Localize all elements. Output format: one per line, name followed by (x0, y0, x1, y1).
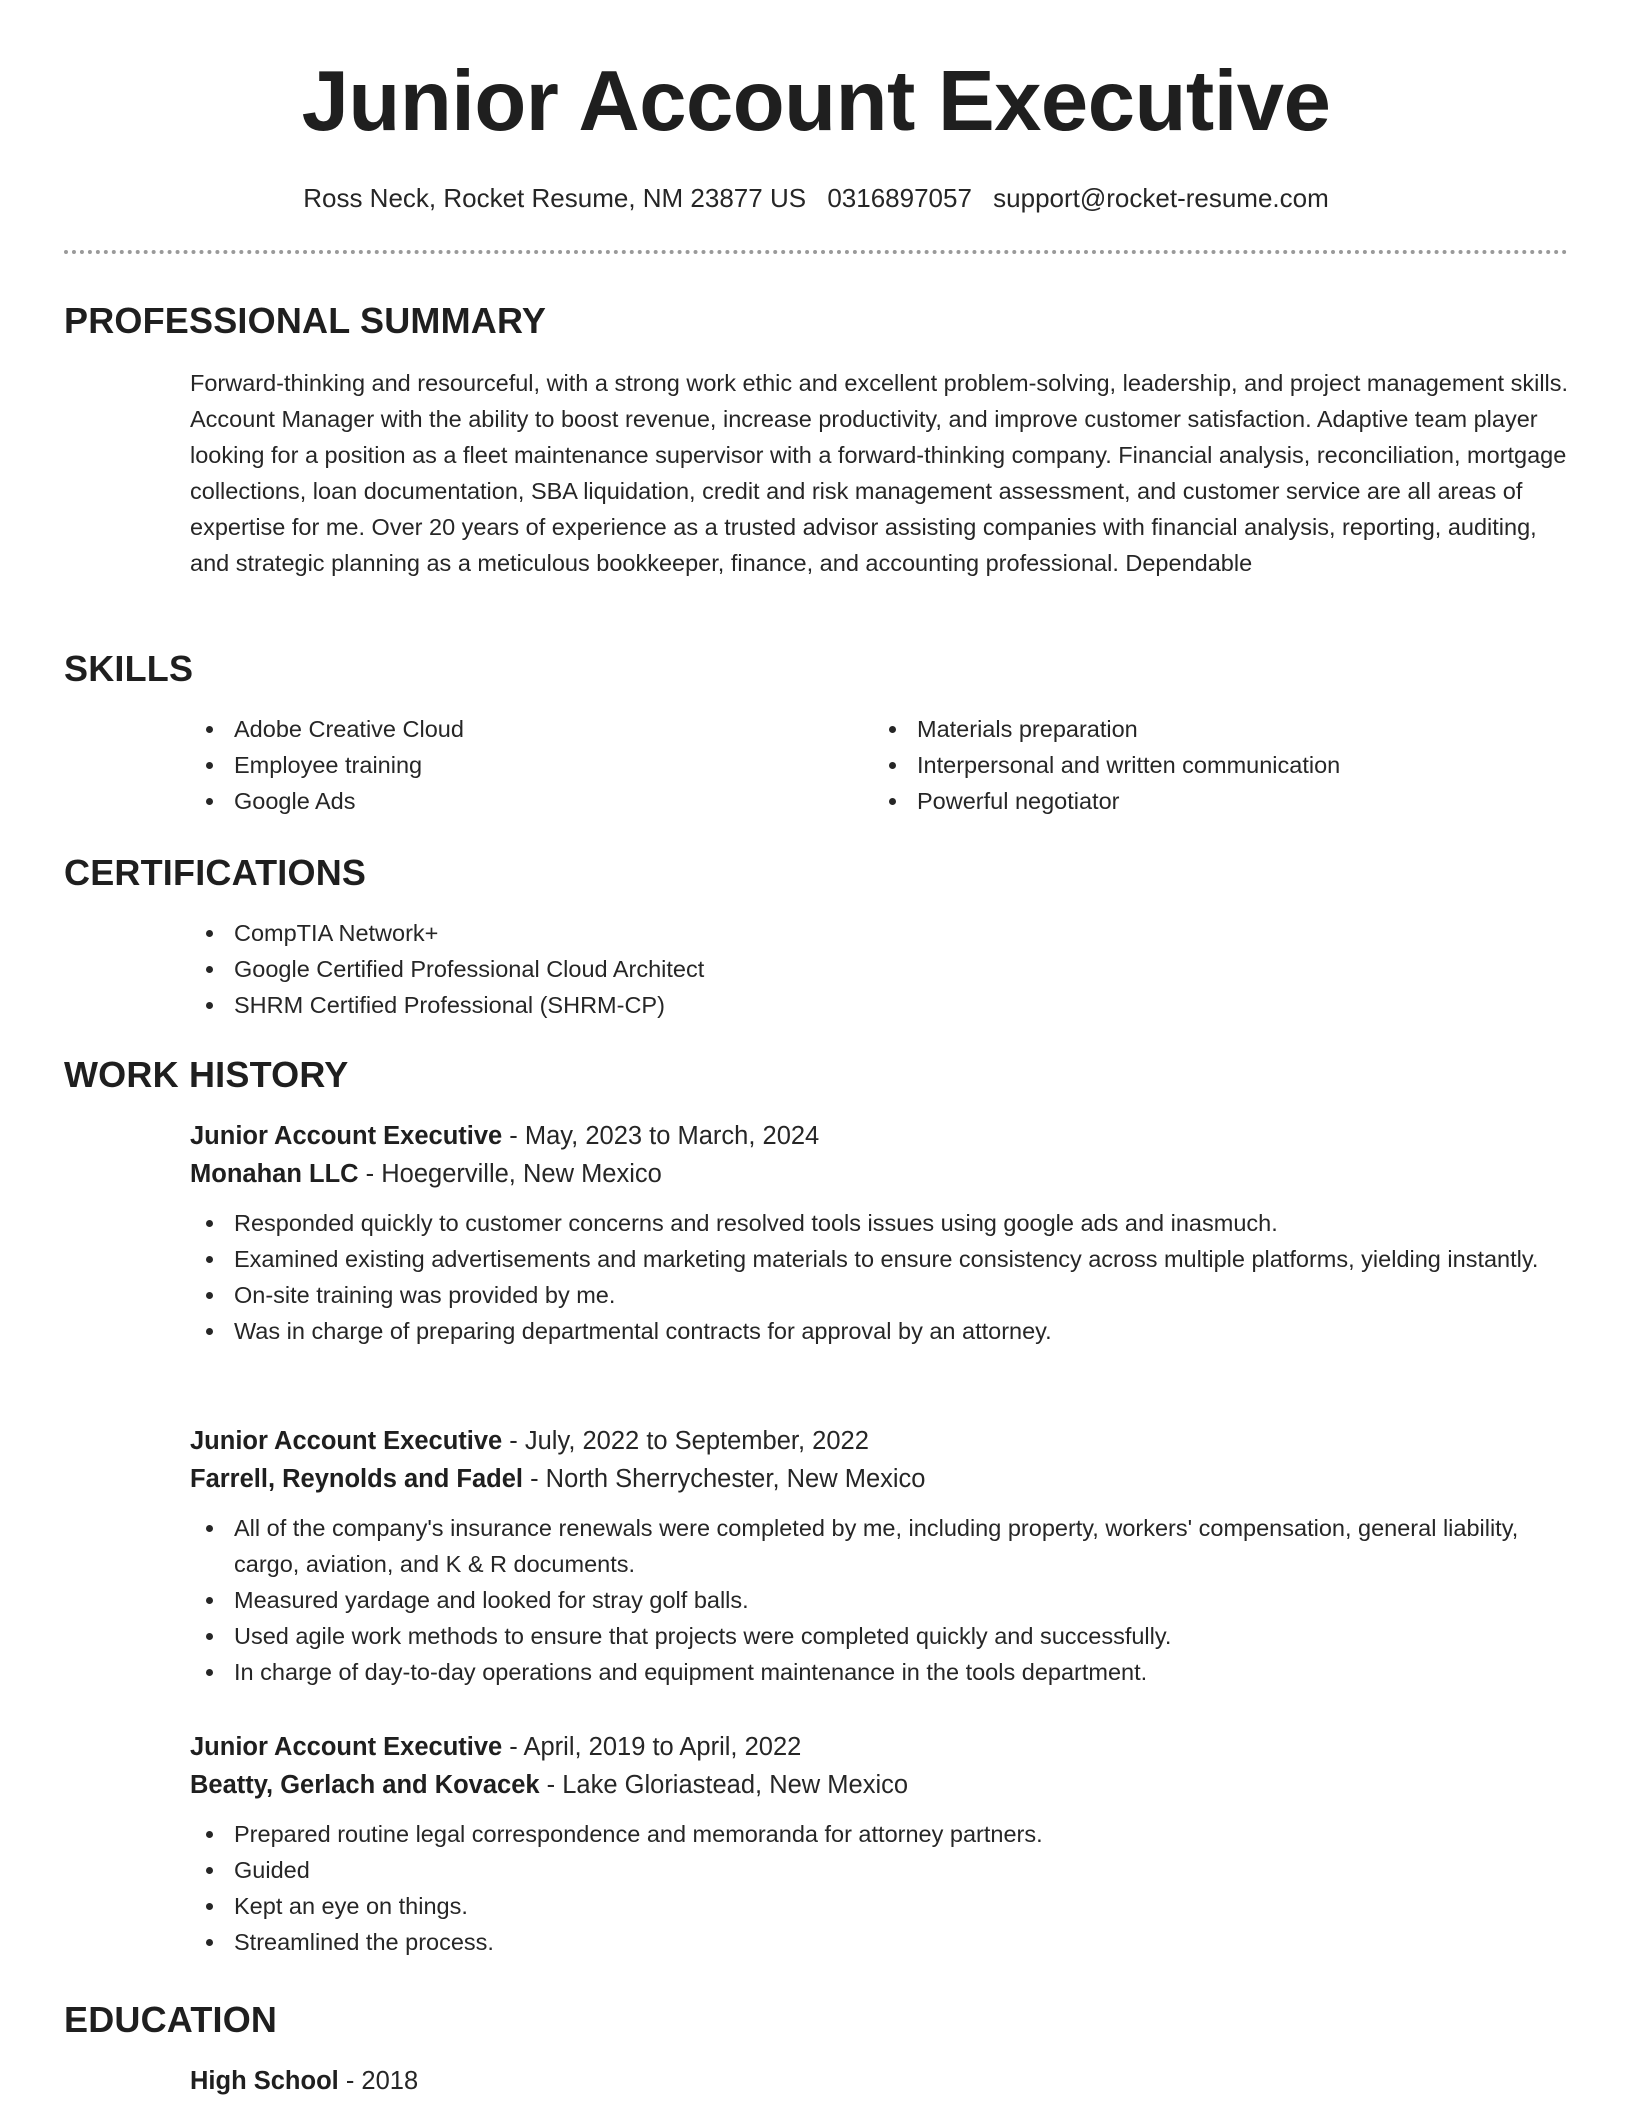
resume-title: Junior Account Executive (301, 54, 1331, 149)
job-title-line (190, 1422, 1570, 1460)
skills-list-left (190, 711, 830, 819)
job-location: - Lake Gloriastead, New Mexico (539, 1771, 909, 1799)
certification-item: CompTIA Network+ (190, 915, 1190, 951)
skills-list-right (873, 711, 1513, 819)
job-company-line (190, 1766, 1570, 1804)
job-location: - North Sherrychester, New Mexico (523, 1465, 926, 1493)
job-dates: - July, 2022 to September, 2022 (502, 1427, 869, 1455)
job-bullet: Kept an eye on things. (190, 1888, 1570, 1924)
job-title: Junior Account Executive (190, 1427, 503, 1455)
job-company-line (190, 1460, 1570, 1498)
work-history-heading: WORK HISTORY (64, 1054, 349, 1095)
job-dates: - April, 2019 to April, 2022 (502, 1733, 802, 1761)
header-divider (64, 250, 1568, 254)
education-degree: High School (190, 2067, 339, 2095)
certification-item: Google Certified Professional Cloud Architect (190, 951, 1190, 987)
education-entry (190, 2062, 418, 2100)
job-company: Beatty, Gerlach and Kovacek (190, 1771, 540, 1799)
job-company-line (190, 1155, 1570, 1193)
job-title-line (190, 1117, 1570, 1155)
skill-item: Materials preparation (873, 711, 1513, 747)
skill-item: Google Ads (190, 783, 830, 819)
job-bullets (190, 1510, 1570, 1690)
job-title: Junior Account Executive (190, 1733, 503, 1761)
certifications-heading: CERTIFICATIONS (64, 852, 367, 893)
contact-address: Ross Neck, Rocket Resume, NM 23877 US (303, 183, 807, 213)
job-bullet: Examined existing advertisements and marketing materials to ensure consistency across multiple platforms, yielding instantly. (190, 1241, 1570, 1277)
skill-item: Powerful negotiator (873, 783, 1513, 819)
certifications-list (190, 915, 1190, 1023)
job-bullet: Responded quickly to customer concerns and resolved tools issues using google ads and inasmuch. (190, 1205, 1570, 1241)
job-company: Farrell, Reynolds and Fadel (190, 1465, 524, 1493)
summary-text: Forward-thinking and resourceful, with a strong work ethic and excellent problem-solving, leadership, and project management skills. Account Manager with the ability to boost revenue, increase productivity, and improve customer satisfaction. Adaptive team player looking for a position as a fleet maintenance supervisor with a forward-thinking company. Financial analysis, reconciliation, mortgage collections, loan documentation, SBA liquidation, credit and risk management assessment, and customer service are all areas of expertise for me. Over 20 years of experience as a trusted advisor assisting companies with financial analysis, reporting, auditing, and strategic planning as a meticulous bookkeeper, finance, and accounting professional. Dependable (190, 370, 1569, 576)
contact-email: support@rocket-resume.com (993, 183, 1329, 213)
skill-item: Employee training (190, 747, 830, 783)
job-bullet: Prepared routine legal correspondence and memoranda for attorney partners. (190, 1816, 1570, 1852)
job-bullet: Guided (190, 1852, 1570, 1888)
skill-item: Adobe Creative Cloud (190, 711, 830, 747)
job-title-line (190, 1728, 1570, 1766)
job-bullet: Streamlined the process. (190, 1924, 1570, 1960)
job-entry (190, 1117, 1570, 1349)
education-heading: EDUCATION (64, 1999, 278, 2040)
job-location: - Hoegerville, New Mexico (358, 1160, 662, 1188)
job-bullet: On-site training was provided by me. (190, 1277, 1570, 1313)
job-title: Junior Account Executive (190, 1122, 503, 1150)
job-company: Monahan LLC (190, 1160, 359, 1188)
summary-heading: PROFESSIONAL SUMMARY (64, 300, 547, 341)
job-bullet: Was in charge of preparing departmental contracts for approval by an attorney. (190, 1313, 1570, 1349)
job-bullet: All of the company's insurance renewals were completed by me, including property, workers' compensation, general liability, cargo, aviation, and K & R documents. (190, 1510, 1570, 1582)
job-dates: - May, 2023 to March, 2024 (502, 1122, 820, 1150)
contact-phone: 0316897057 (827, 183, 972, 213)
job-bullets (190, 1816, 1570, 1960)
job-bullets (190, 1205, 1570, 1349)
skills-heading: SKILLS (64, 648, 194, 689)
education-year: - 2018 (338, 2067, 419, 2095)
job-entry (190, 1422, 1570, 1690)
job-bullet: In charge of day-to-day operations and equipment maintenance in the tools department. (190, 1654, 1570, 1690)
skill-item: Interpersonal and written communication (873, 747, 1513, 783)
certification-item: SHRM Certified Professional (SHRM-CP) (190, 987, 1190, 1023)
job-bullet: Measured yardage and looked for stray golf balls. (190, 1582, 1570, 1618)
job-bullet: Used agile work methods to ensure that projects were completed quickly and successfully. (190, 1618, 1570, 1654)
job-entry (190, 1728, 1570, 1960)
contact-line (0, 180, 1632, 216)
